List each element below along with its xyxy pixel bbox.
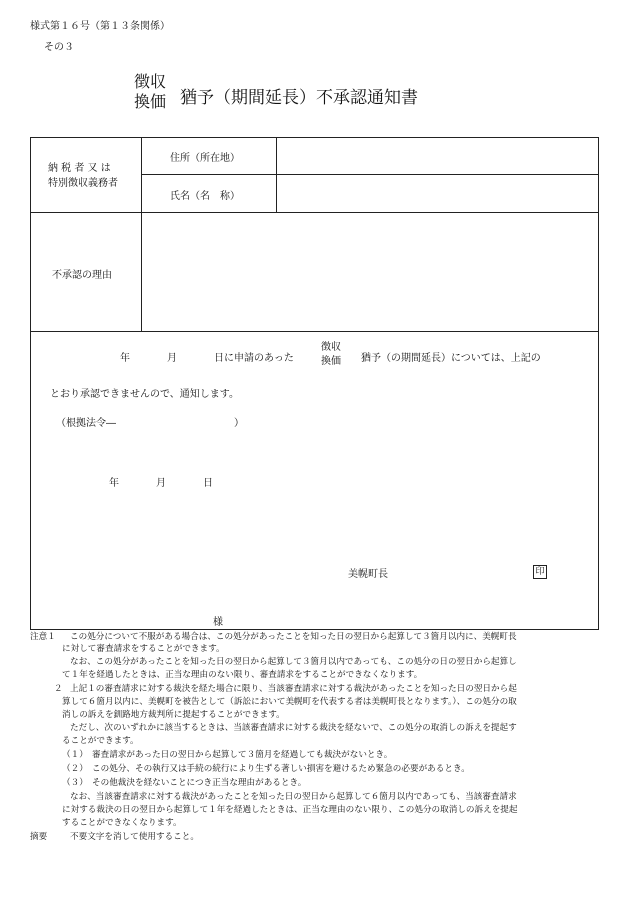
note-2-line5: ることができます。 (62, 736, 139, 746)
body-sentence-continued: 猶予（の期間延長）については、上記の (361, 353, 541, 364)
body-option-collection: 徴収 (321, 342, 341, 353)
note-2-line8: することができなくなります。 (62, 818, 182, 828)
taxpayer-label-line1: 納 税 者 又 は (48, 163, 111, 174)
issue-year: 年 (109, 478, 119, 489)
reason-label: 不承認の理由 (52, 270, 112, 281)
note-2-line2: 算して６箇月以内に、美幌町を被告として（訴訟において美幌町を代表する者は美幌町長となります。）、この処分の取 (62, 697, 517, 707)
item-2-label: （２） (62, 764, 88, 774)
issue-day: 日 (203, 478, 213, 489)
item-1-label: （１） (62, 750, 88, 760)
issuer-name: 美幌町長 (348, 569, 388, 580)
note-2-label: ２ (54, 684, 63, 694)
taxpayer-label (48, 161, 118, 191)
item-1-text: 審査請求があった日の翌日から起算して３箇月を経過しても裁決がないとき。 (92, 750, 393, 760)
legal-basis-label: （根拠法令― (56, 418, 116, 429)
name-label: 氏名（名 称） (170, 191, 240, 202)
application-year: 年 (120, 353, 130, 364)
note-2-line4: ただし、次のいずれかに該当するときは、当該審査請求に対する裁決を経ないで、この処分の取消しの訴えを提起す (70, 723, 517, 733)
note-1-line2: に対して審査請求をすることができます。 (62, 644, 225, 654)
form-variant: その３ (44, 42, 74, 53)
addressee-suffix: 様 (213, 617, 223, 628)
summary-label: 摘要 (30, 832, 48, 842)
note-2-line1: 上記１の審査請求に対する裁決を経た場合に限り、当該審査請求に対する裁決があったことを知った日の翌日から起 (70, 684, 517, 694)
item-2-text: この処分、その執行又は手続の続行により生ずる著しい損害を避けるため緊急の必要があるとき。 (92, 764, 470, 774)
note-1-line4: て１年を経過したときは、正当な理由のない限り、審査請求をすることができなくなります。 (62, 670, 423, 680)
title-option-conversion: 換価 (134, 92, 167, 111)
seal-mark: 印 (533, 565, 547, 579)
body-tax-options (321, 341, 341, 369)
body-option-conversion: 換価 (321, 356, 341, 367)
item-3-label: （３） (62, 778, 88, 788)
note-1-line1: この処分について不服がある場合は、この処分があったことを知った日の翌日から起算して３箇月以内に、美幌町長 (70, 632, 517, 642)
application-month: 月 (167, 353, 177, 364)
note-1-label: 注意１ (30, 632, 56, 642)
legal-basis-close: ） (234, 418, 244, 429)
issue-month: 月 (156, 478, 166, 489)
application-day-text: 日に申請のあった (214, 353, 294, 364)
item-3-text: その他裁決を経ないことにつき正当な理由があるとき。 (92, 778, 307, 788)
body-sentence-line2: とおり承認できませんので、通知します。 (50, 389, 239, 400)
form-number: 様式第１６号（第１３条関係） (30, 21, 170, 32)
summary-text: 不要文字を消して使用すること。 (70, 832, 199, 842)
title-option-collection: 徴収 (134, 72, 167, 91)
note-2-line6: なお、当該審査請求に対する裁決があったことを知った日の翌日から起算して６箇月以内であっても、当該審査請求 (70, 792, 517, 802)
address-label: 住所（所在地） (170, 153, 240, 164)
note-2-line3: 消しの訴えを釧路地方裁判所に提起することができます。 (62, 710, 285, 720)
note-1-line3: なお、この処分があったことを知った日の翌日から起算して３箇月以内であっても、この処分の日の翌日から起算し (70, 657, 517, 667)
page-title: 猶予（期間延長）不承認通知書 (180, 88, 418, 108)
title-tax-options (134, 72, 166, 112)
note-2-line7: に対する裁決の日の翌日から起算して１年を経過したときは、正当な理由のない限り、この処分の取消しの訴えを提起 (62, 805, 518, 815)
taxpayer-label-line2: 特別徴収義務者 (48, 178, 118, 189)
